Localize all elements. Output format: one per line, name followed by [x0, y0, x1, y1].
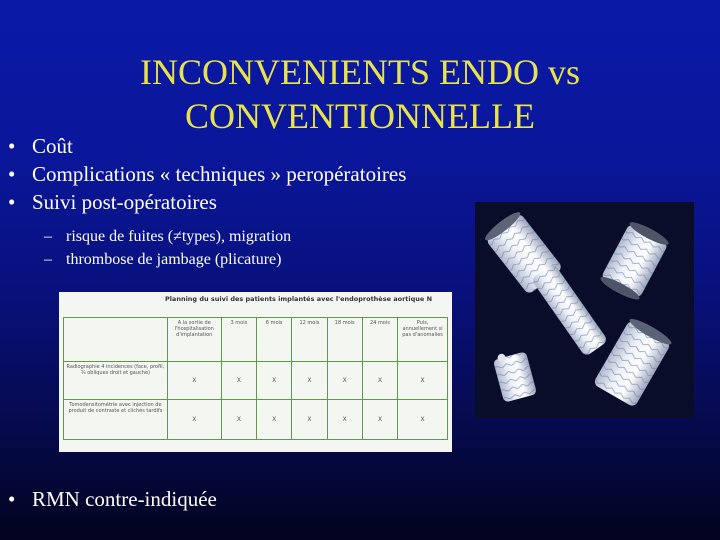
table-row-label: Tomodensitométrie avec injection de produit de contraste et clichés tardifs: [64, 400, 168, 440]
table-header-cell: 12 mois: [292, 318, 327, 362]
table-cell: X: [292, 362, 327, 400]
sub-bullet-text: risque de fuites (≠types), migration: [66, 228, 292, 245]
table-header-row: [64, 318, 448, 362]
sub-bullet-item: [44, 225, 291, 248]
bullet-text: Suivi post-opératoires: [32, 190, 217, 214]
table-cell: X: [327, 362, 362, 400]
table-header-cell: [64, 318, 168, 362]
follow-up-table-image: [59, 292, 452, 452]
small-extension-graft: [492, 347, 537, 402]
table-header-cell: 3 mois: [221, 318, 256, 362]
table-cell: X: [327, 400, 362, 440]
table-cell: X: [398, 400, 448, 440]
stent-graft-photo: [475, 202, 694, 418]
bullet-list: [8, 132, 406, 216]
table-cell: X: [221, 362, 256, 400]
bullet-marker: •: [8, 190, 16, 214]
table-cell: X: [292, 400, 327, 440]
stent-graft-illustration: [475, 202, 694, 418]
cuff-graft: [598, 219, 671, 303]
bullet-item: [8, 160, 406, 188]
bullet-item: [8, 132, 406, 160]
table-row-label: Radiographie 4 incidences (face, profil, ¾ obliques droit et gauche): [64, 362, 168, 400]
bullet-marker: •: [8, 134, 16, 158]
follow-up-table: [63, 317, 448, 440]
table-header-cell: 6 mois: [257, 318, 292, 362]
sub-bullet-text: thrombose de jambage (plicature): [66, 251, 282, 268]
bullet-marker: •: [8, 162, 16, 186]
table-header-cell: Puis, annuellement si pas d'anomalies: [398, 318, 448, 362]
table-cell: X: [167, 362, 221, 400]
slide-title: INCONVENIENTS ENDO vs CONVENTIONNELLE: [140, 52, 580, 136]
sub-bullet-marker: –: [44, 228, 52, 245]
bullet-marker: •: [8, 487, 16, 511]
sub-bullet-list: [44, 225, 291, 271]
table-cell: X: [257, 362, 292, 400]
table-cell: X: [257, 400, 292, 440]
bullet-item: [8, 188, 406, 216]
table-header-cell: 24 mois: [362, 318, 397, 362]
table-cell: X: [167, 400, 221, 440]
bullet-item-mri: [8, 485, 217, 513]
bullet-text: Coût: [32, 134, 73, 158]
sub-bullet-marker: –: [44, 251, 52, 268]
table-cell: X: [398, 362, 448, 400]
table-row: [64, 362, 448, 400]
extension-graft: [593, 315, 674, 407]
sub-bullet-item: [44, 248, 291, 271]
table-row: [64, 400, 448, 440]
table-cell: X: [221, 400, 256, 440]
table-cell: X: [362, 362, 397, 400]
bullet-text: Complications « techniques » peropératoires: [32, 162, 407, 186]
table-title: Planning du suivi des patients implantés avec l'endoprothèse aortique N: [164, 295, 433, 303]
graft-limb: [531, 263, 608, 357]
table-header-cell: 18 mois: [327, 318, 362, 362]
bullet-text: RMN contre-indiquée: [32, 487, 217, 511]
table-header-cell: A la sortie de l'hospitalisation d'implantation: [167, 318, 221, 362]
table-cell: X: [362, 400, 397, 440]
